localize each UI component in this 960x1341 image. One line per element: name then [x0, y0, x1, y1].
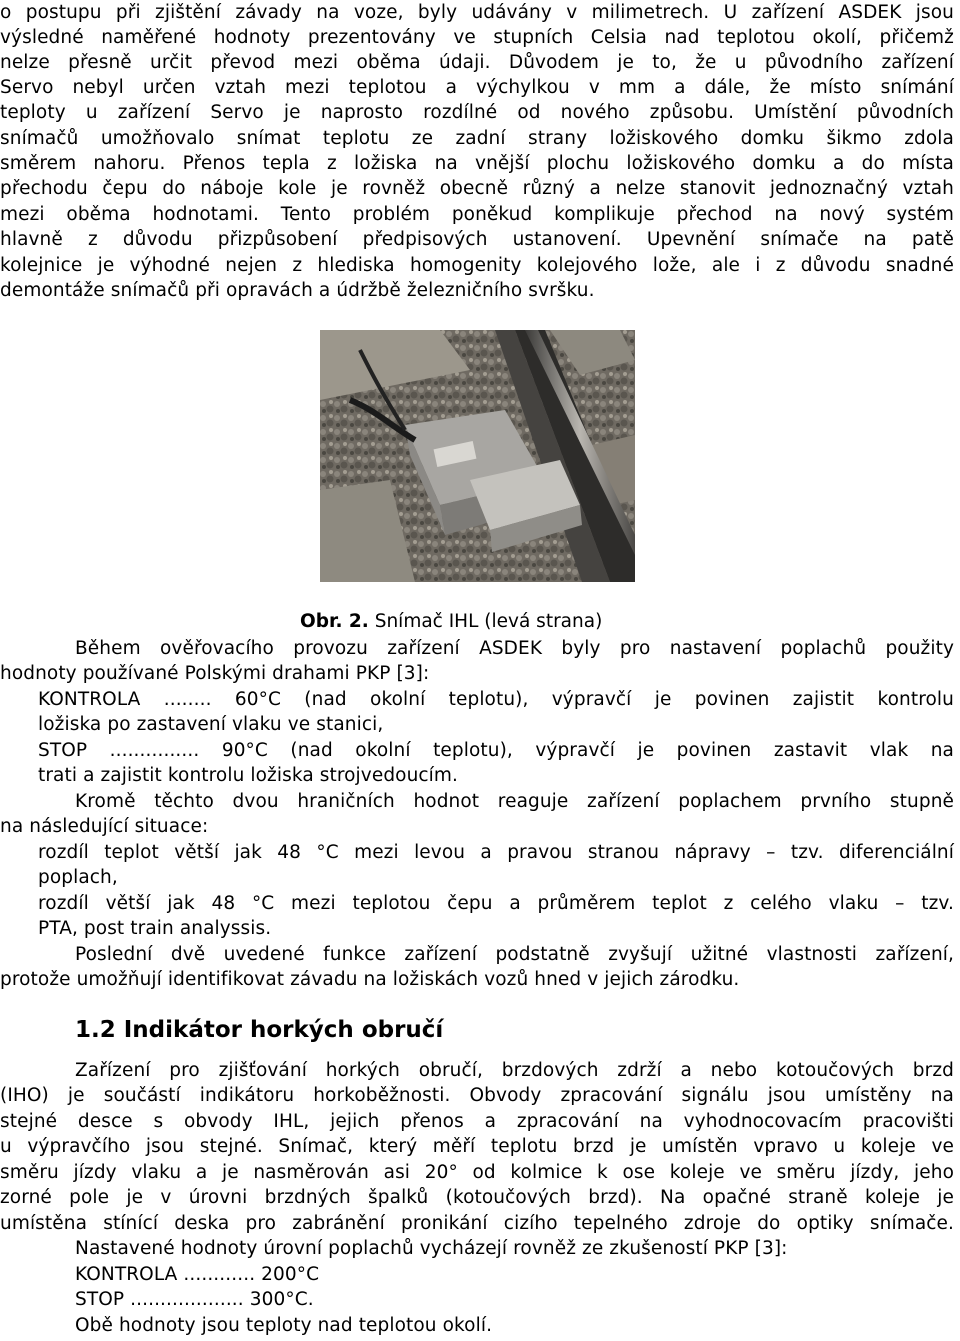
text-line: na následující situace:: [0, 816, 209, 837]
text-line: zorné pole je v úrovni brzdných špalků (kotoučových brzd). Na opačné straně koleje je: [0, 1187, 954, 1208]
text-line: demontáže snímačů při opravách a údržbě železničního svršku.: [0, 280, 595, 301]
text-line: hlavně z důvodu přizpůsobení předpisových ustanovení. Upevnění snímače na patě: [0, 229, 954, 250]
text-line: o postupu při zjištění závady na voze, byly udávány v milimetrech. U zařízení ASDEK jsou: [0, 2, 954, 23]
text-line: Poslední dvě uvedené funkce zařízení podstatně zvyšují užitné vlastnosti zařízení,: [75, 944, 954, 965]
list-item: rozdíl větší jak 48 °C mezi teplotou čepu a průměrem teplot z celého vlaku – tzv.: [38, 893, 954, 914]
list-item: KONTROLA ............ 200°C: [75, 1264, 320, 1285]
text-line: výsledné naměřené hodnoty prezentovány ve stupních Celsia nad teplotou okolí, přičemž: [0, 27, 954, 48]
text-line: Kromě těchto dvou hraničních hodnot reaguje zařízení poplachem prvního stupně: [75, 791, 954, 812]
list-item-continuation: ložiska po zastavení vlaku ve stanici,: [38, 714, 384, 735]
text-line: směrem nahoru. Přenos tepla z ložiska na vnější plochu ložiskového domku a do místa: [0, 153, 954, 174]
text-line: mezi oběma hodnotami. Tento problém poněkud komplikuje přechod na nový systém: [0, 204, 954, 225]
list-item: rozdíl teplot větší jak 48 °C mezi levou a pravou stranou nápravy – tzv. diferenciální: [38, 842, 954, 863]
text-line: protože umožňují identifikovat závadu na ložiskách vozů hned v jejich zárodku.: [0, 969, 740, 990]
list-item-continuation: poplach,: [38, 867, 118, 888]
text-line: kolejnice je výhodné nejen z hlediska homogenity kolejového lože, ale i z důvodu snadné: [0, 255, 954, 276]
section-heading: 1.2 Indikátor horkých obručí: [75, 1017, 444, 1043]
figure-caption: [300, 611, 602, 632]
text-line: umístěna stínící deska pro zabránění pronikání cizího tepelného zdroje do optiky snímače.: [0, 1213, 954, 1234]
text-line: hodnoty používané Polskými drahami PKP [3]:: [0, 663, 430, 684]
list-item: STOP ................... 300°C.: [75, 1289, 314, 1310]
text-line: Obě hodnoty jsou teploty nad teplotou okolí.: [75, 1315, 493, 1336]
list-item-continuation: trati a zajistit kontrolu ložiska strojvedoucím.: [38, 765, 459, 786]
text-line: přechodu čepu do náboje kole je rovněž obecně různý a nelze stanovit jednoznačný vztah: [0, 178, 954, 199]
text-line: snímačů umožňovalo snímat teplotu ze zadní strany ložiskového domku šikmo zdola: [0, 128, 954, 149]
text-line: Nastavené hodnoty úrovní poplachů vycházejí rovněž ze zkušeností PKP [3]:: [75, 1238, 788, 1259]
list-item: STOP ............... 90°C (nad okolní teplotu), výpravčí je povinen zastavit vlak na: [38, 740, 954, 761]
figure-caption-label: Obr. 2.: [300, 611, 369, 632]
figure-caption-text: Snímač IHL (levá strana): [368, 611, 603, 632]
text-line: stejné desce s obvody IHL, jejich přenos a zpracování na vyhodnocovacím pracovišti: [0, 1111, 954, 1132]
sensor-photo: [320, 330, 635, 582]
text-line: u výpravčího jsou stejné. Snímač, který měří teplotu brzd je umístěn vpravo u koleje ve: [0, 1136, 954, 1157]
text-line: Servo nebyl určen vztah mezi teplotou a výchylkou v mm a dále, že místo snímání: [0, 77, 954, 98]
list-item-continuation: PTA, post train analyssis.: [38, 918, 272, 939]
text-line: Během ověřovacího provozu zařízení ASDEK byly pro nastavení poplachů použity: [75, 638, 954, 659]
text-line: teploty u zařízení Servo je naprosto rozdílné od nového způsobu. Umístění původních: [0, 102, 954, 123]
sensor-photo-illustration: [320, 330, 635, 582]
text-line: nelze přesně určit převod mezi oběma údaji. Důvodem je to, že u původního zařízení: [0, 52, 954, 73]
list-item: KONTROLA ........ 60°C (nad okolní teplotu), výpravčí je povinen zajistit kontrolu: [38, 689, 954, 710]
text-line: (IHO) je součástí indikátoru horkoběžnosti. Obvody zpracování signálu jsou umístěny na: [0, 1085, 954, 1106]
text-line: směru jízdy vlaku a je nasměrován asi 20° od kolmice k ose koleje ve směru jízdy, jeho: [0, 1162, 954, 1183]
text-line: Zařízení pro zjišťování horkých obručí, brzdových zdrží a nebo kotoučových brzd: [75, 1060, 954, 1081]
